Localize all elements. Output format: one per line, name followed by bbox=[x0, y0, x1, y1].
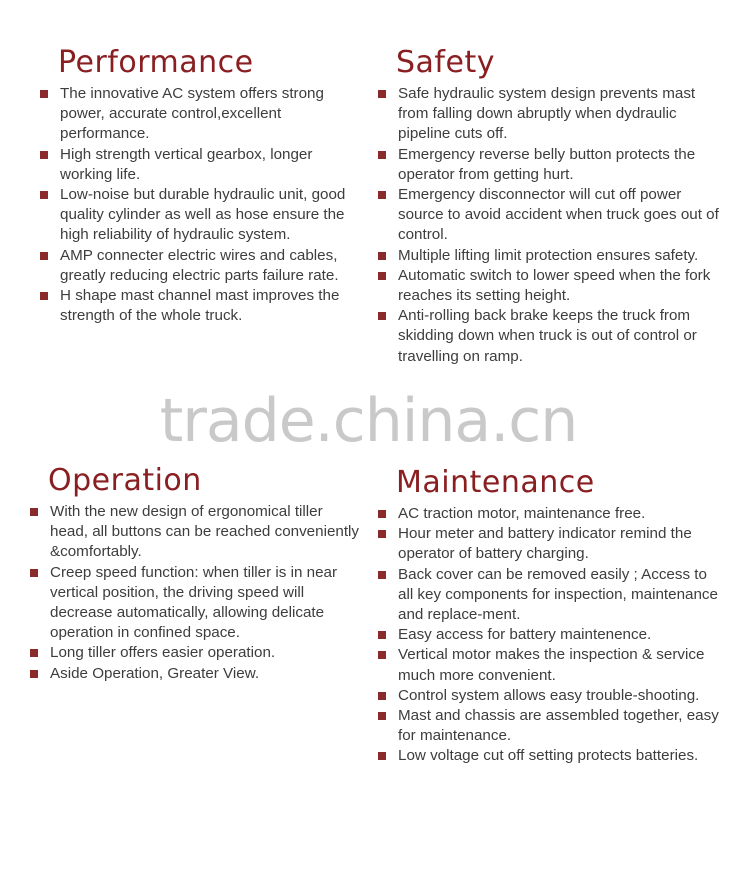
safety-section bbox=[378, 46, 723, 367]
performance-list bbox=[40, 84, 360, 326]
bullet-square-icon bbox=[40, 191, 48, 199]
bullet-square-icon bbox=[40, 292, 48, 300]
safety-heading: Safety bbox=[396, 45, 495, 80]
bullet-square-icon bbox=[378, 651, 386, 659]
list-item bbox=[30, 502, 360, 563]
item-text: Automatic switch to lower speed when the fork reaches its setting height. bbox=[398, 266, 711, 305]
item-text: Anti-rolling back brake keeps the truck from skidding down when truck is out of control or travelling on ramp. bbox=[398, 307, 697, 365]
bullet-square-icon bbox=[378, 90, 386, 98]
item-text: Hour meter and battery indicator remind the operator of battery charging. bbox=[398, 525, 692, 563]
list-item bbox=[40, 84, 360, 145]
item-text: H shape mast channel mast improves the strength of the whole truck. bbox=[60, 287, 340, 325]
bullet-square-icon bbox=[378, 692, 386, 700]
bullet-square-icon bbox=[378, 712, 386, 720]
operation-heading: Operation bbox=[48, 463, 202, 498]
item-text: Vertical motor makes the inspection & service much more convenient. bbox=[398, 646, 705, 684]
item-text: Emergency disconnector will cut off power source to avoid accident when truck goes out of control. bbox=[398, 186, 719, 244]
list-item bbox=[40, 286, 360, 326]
item-text: Back cover can be removed easily ; Access to all key components for inspection, maintenance and replace-ment. bbox=[398, 565, 718, 624]
maintenance-heading: Maintenance bbox=[396, 465, 595, 500]
item-text: Low voltage cut off setting protects batteries. bbox=[398, 747, 699, 765]
list-item bbox=[378, 266, 723, 306]
list-item bbox=[378, 625, 723, 645]
list-item bbox=[40, 185, 360, 246]
item-text: AMP connecter electric wires and cables, greatly reducing electric parts failure rate. bbox=[60, 246, 339, 284]
list-item bbox=[378, 686, 723, 706]
bullet-square-icon bbox=[378, 510, 386, 518]
performance-section bbox=[40, 46, 360, 326]
list-item bbox=[378, 246, 723, 266]
item-text: Mast and chassis are assembled together, easy for maintenance. bbox=[398, 707, 719, 745]
operation-section bbox=[30, 464, 360, 684]
bullet-square-icon bbox=[378, 191, 386, 199]
list-item bbox=[378, 504, 723, 524]
item-text: High strength vertical gearbox, longer working life. bbox=[60, 145, 313, 183]
watermark: trade.china.cn bbox=[159, 386, 578, 456]
bullet-square-icon bbox=[378, 571, 386, 579]
bullet-square-icon bbox=[378, 151, 386, 159]
operation-list bbox=[30, 502, 360, 684]
bullet-square-icon bbox=[378, 752, 386, 760]
list-item bbox=[378, 746, 723, 766]
list-item bbox=[30, 643, 360, 663]
performance-heading: Performance bbox=[58, 45, 254, 80]
item-text: Emergency reverse belly button protects the operator from getting hurt. bbox=[398, 145, 696, 183]
item-text: Aside Operation, Greater View. bbox=[50, 664, 260, 682]
list-item bbox=[378, 306, 723, 367]
bullet-square-icon bbox=[30, 508, 38, 516]
maintenance-list bbox=[378, 504, 723, 767]
list-item bbox=[378, 645, 723, 685]
item-text: Safe hydraulic system design prevents mast from falling down abruptly when dydraulic pipeline cuts off. bbox=[398, 85, 696, 143]
list-item bbox=[378, 524, 723, 564]
list-item bbox=[378, 84, 723, 145]
bullet-square-icon bbox=[378, 252, 386, 260]
list-item bbox=[40, 246, 360, 286]
list-item bbox=[30, 563, 360, 644]
item-text: The innovative AC system offers strong power, accurate control,excellent performance. bbox=[60, 85, 324, 143]
list-item bbox=[378, 565, 723, 626]
list-item bbox=[378, 145, 723, 185]
list-item bbox=[30, 664, 360, 684]
item-text: Low-noise but durable hydraulic unit, good quality cylinder as well as hose ensure the high reliability of hydraulic system. bbox=[60, 186, 346, 244]
bullet-square-icon bbox=[40, 252, 48, 260]
list-item bbox=[378, 706, 723, 746]
item-text: Multiple lifting limit protection ensures safety. bbox=[398, 246, 699, 264]
safety-list bbox=[378, 84, 723, 367]
item-text: AC traction motor, maintenance free. bbox=[398, 505, 646, 522]
list-item bbox=[378, 185, 723, 246]
item-text: With the new design of ergonomical tiller head, all buttons can be reached conveniently &comfortably. bbox=[50, 503, 360, 561]
maintenance-section bbox=[378, 466, 723, 767]
bullet-square-icon bbox=[378, 272, 386, 280]
bullet-square-icon bbox=[378, 530, 386, 538]
list-item bbox=[40, 145, 360, 185]
bullet-square-icon bbox=[30, 569, 38, 577]
bullet-square-icon bbox=[378, 631, 386, 639]
item-text: Control system allows easy trouble-shooting. bbox=[398, 686, 700, 704]
bullet-square-icon bbox=[40, 151, 48, 159]
item-text: Creep speed function: when tiller is in near vertical position, the driving speed will decrease automatically, allowing delicate operation in confined space. bbox=[50, 563, 338, 642]
item-text: Long tiller offers easier operation. bbox=[50, 644, 276, 662]
bullet-square-icon bbox=[30, 649, 38, 657]
bullet-square-icon bbox=[378, 312, 386, 320]
bullet-square-icon bbox=[30, 670, 38, 678]
bullet-square-icon bbox=[40, 90, 48, 98]
item-text: Easy access for battery maintenence. bbox=[398, 626, 652, 644]
